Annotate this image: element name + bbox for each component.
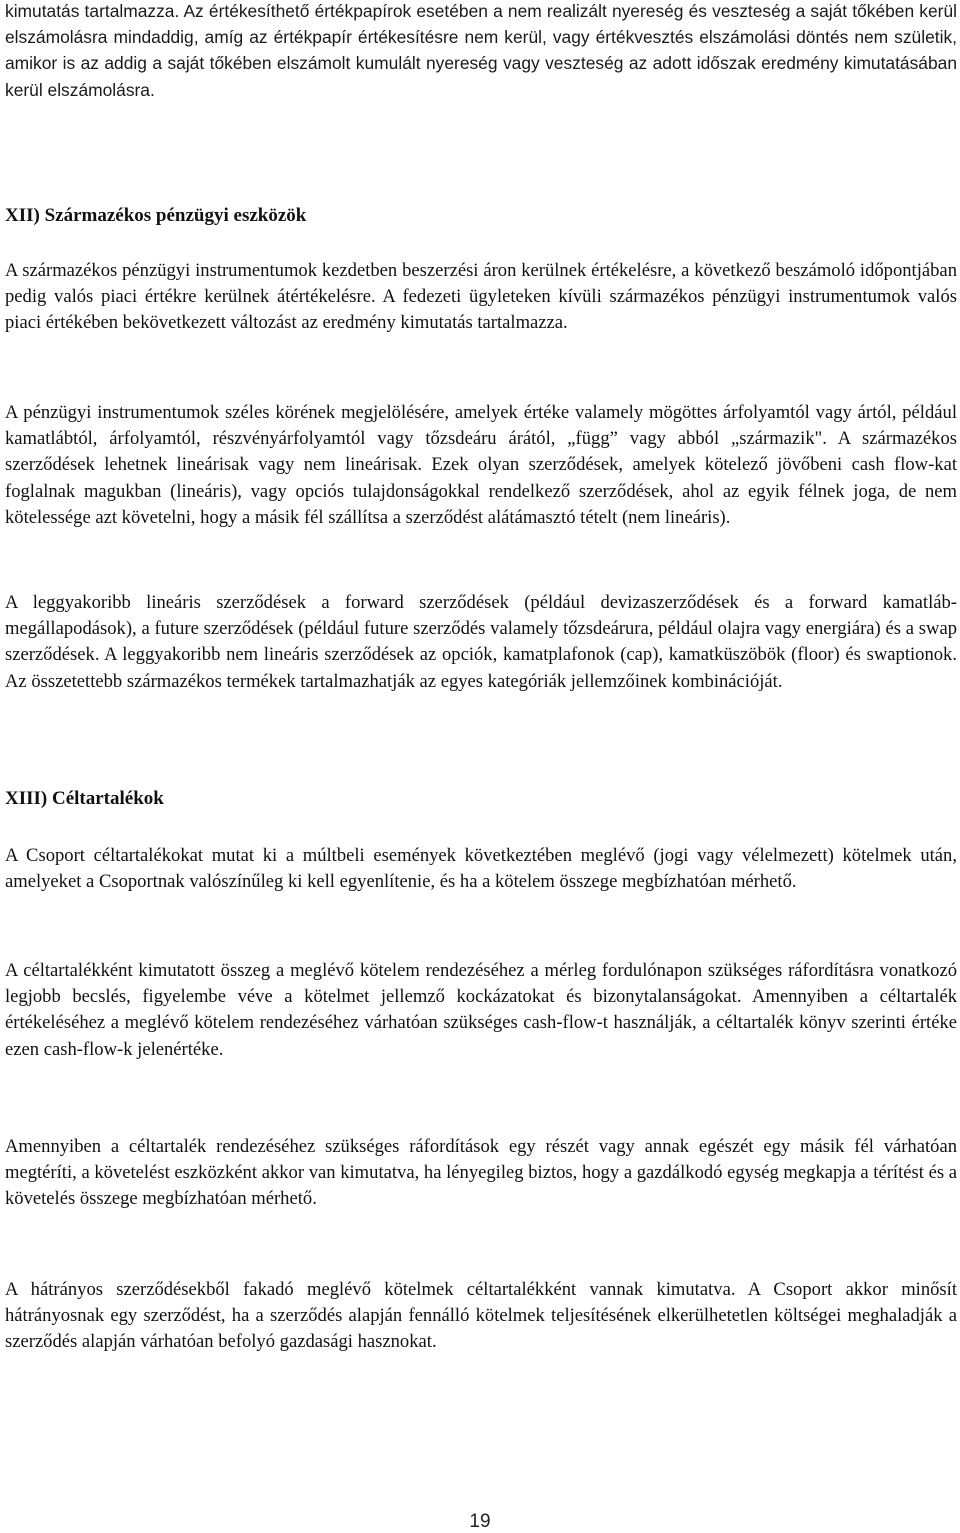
section-xii-paragraph-2: A pénzügyi instrumentumok széles körének megjelölésére, amelyek értéke valamely mögöttes árfolyamtól vagy ártól, például kamatlábtól, árfolyamtól, részvényárfolyamtól vagy tőzsdeáru árától, „függ” vagy abból „származik". A származékos szerződések lehetnek lineárisak vagy nem lineárisak. Ezek olyan szerződések, amelyek kötelező jövőbeni cash flow-kat foglalnak magukban (lineáris), vagy opciós tulajdonságokkal rendelkező szerződések, ahol az egyik félnek joga, de nem kötelessége azt követelni, hogy a másik fél szállítsa a szerződést alátámasztó tételt (nem lineáris). xyxy=(5,402,957,528)
page-number: 19 xyxy=(469,1511,491,1532)
intro-paragraph: kimutatás tartalmazza. Az értékesíthető értékpapírok esetében a nem realizált nyereség és veszteség a saját tőkében kerül elszámolásra mindaddig, amíg az értékpapír értékesítésre nem kerül, vagy értékvesztés elszámolási döntés nem születik, amikor is az addig a saját tőkében elszámolt kumulált nyereség vagy veszteség az adott időszak eredmény kimutatásában kerül elszámolásra. xyxy=(5,1,957,100)
section-xii-heading: XII) Származékos pénzügyi eszközök xyxy=(5,205,307,226)
section-xii-paragraph-1: A származékos pénzügyi instrumentumok kezdetben beszerzési áron kerülnek értékelésre, a következő beszámoló időpontjában pedig valós piaci értékre kerülnek átértékelésre. A fedezeti ügyleteken kívüli származékos pénzügyi instrumentumok valós piaci értékében bekövetkezett változást az eredmény kimutatás tartalmazza. xyxy=(5,260,957,334)
section-xiii-heading: XIII) Céltartalékok xyxy=(5,788,164,809)
section-xiii-paragraph-3: Amennyiben a céltartalék rendezéséhez szükséges ráfordítások egy részét vagy annak egészét egy másik fél várhatóan megtéríti, a követelést eszközként akkor van kimutatva, ha lényegileg biztos, hogy a gazdálkodó egység megkapja a térítést és a követelés összege megbízhatóan mérhető. xyxy=(5,1136,957,1210)
section-xiii-paragraph-4: A hátrányos szerződésekből fakadó meglévő kötelmek céltartalékként vannak kimutatva. A Csoport akkor minősít hátrányosnak egy szerződést, ha a szerződés alapján fennálló kötelmek teljesítésének elkerülhetetlen költségei meghaladják a szerződés alapján várhatóan befolyó gazdasági hasznokat. xyxy=(5,1279,957,1353)
section-xii-paragraph-3: A leggyakoribb lineáris szerződések a forward szerződések (például devizaszerződések és a forward kamatláb-megállapodások), a future szerződések (például future szerződés valamely tőzsdeárura, például olajra vagy energiára) és a swap szerződések. A leggyakoribb nem lineáris szerződések az opciók, kamatplafonok (cap), kamatküszöbök (floor) és swaptionok. Az összetettebb származékos termékek tartalmazhatják az egyes kategóriák jellemzőinek kombinációját. xyxy=(5,592,957,692)
section-xiii-paragraph-1: A Csoport céltartalékokat mutat ki a múltbeli események következtében meglévő (jogi vagy vélelmezett) kötelmek után, amelyeket a Csoportnak valószínűleg ki kell egyenlítenie, és ha a kötelem összege megbízhatóan mérhető. xyxy=(5,845,957,893)
section-xiii-paragraph-2: A céltartalékként kimutatott összeg a meglévő kötelem rendezéséhez a mérleg fordulónapon szükséges ráfordításra vonatkozó legjobb becslés, figyelembe véve a kötelmet jellemző kockázatokat és bizonytalanságokat. Amennyiben a céltartalék értékeléséhez a meglévő kötelem rendezéséhez várhatóan szükséges cash-flow-t használják, a céltartalék könyv szerinti értéke ezen cash-flow-k jelenértéke. xyxy=(5,960,957,1060)
